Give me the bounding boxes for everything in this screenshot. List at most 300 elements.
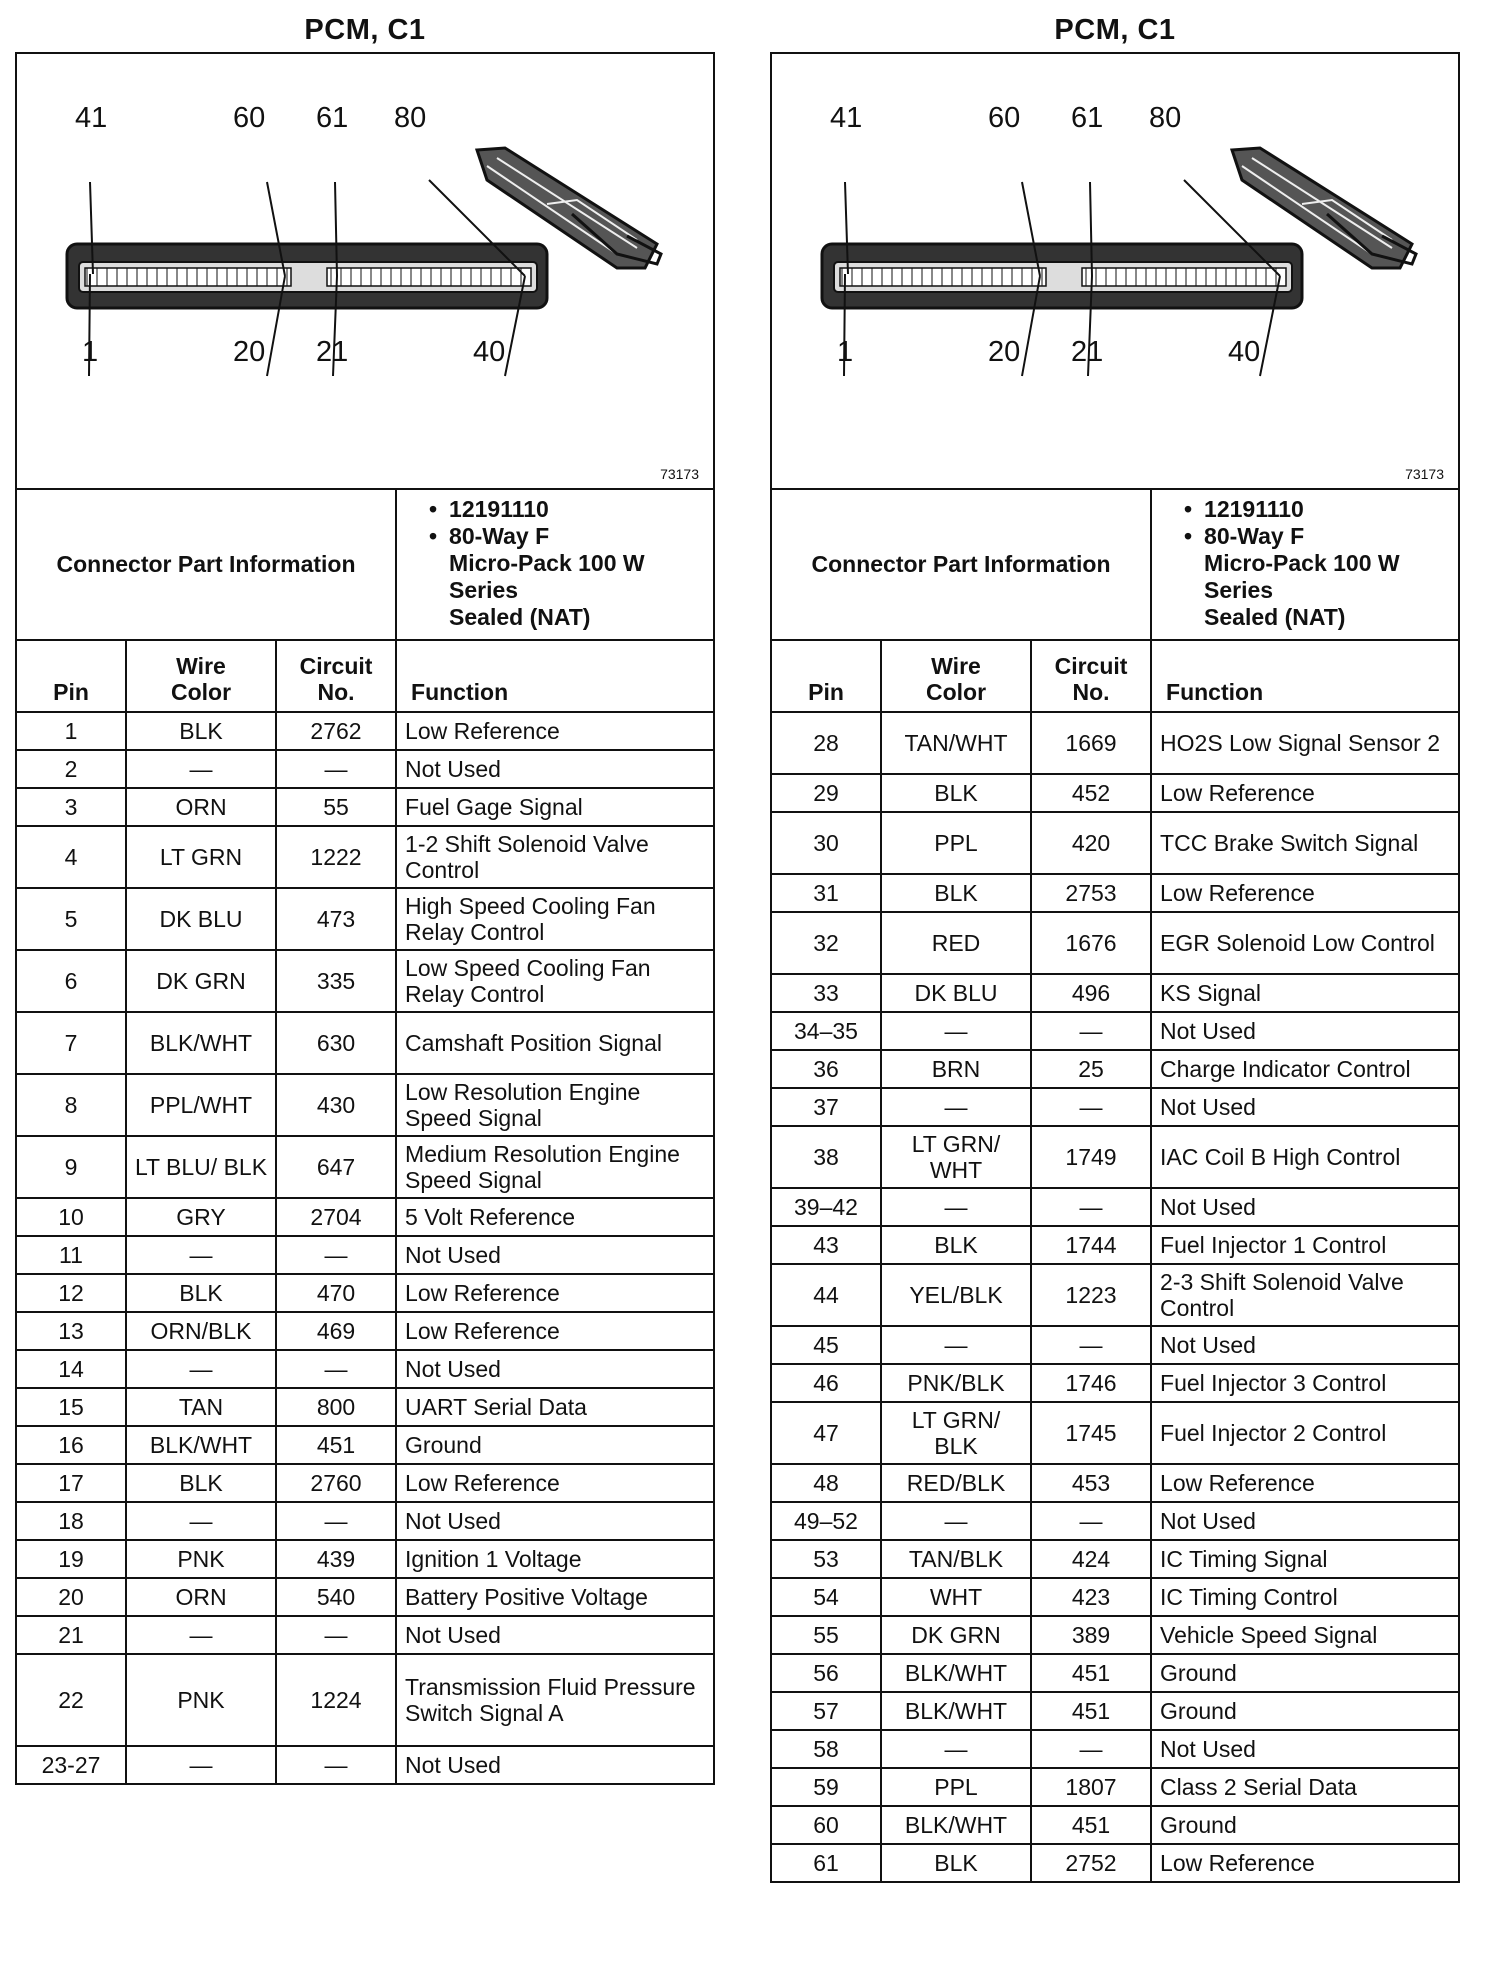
pin-cell: 18 xyxy=(16,1502,126,1540)
wire-color-cell: PPL xyxy=(881,1768,1031,1806)
circuit-cell: — xyxy=(1031,1188,1151,1226)
function-cell: TCC Brake Switch Signal xyxy=(1151,812,1459,874)
circuit-cell: 630 xyxy=(276,1012,396,1074)
header-circuit-no: Circuit No. xyxy=(276,640,396,712)
circuit-cell: 423 xyxy=(1031,1578,1151,1616)
circuit-cell: 470 xyxy=(276,1274,396,1312)
circuit-cell: 647 xyxy=(276,1136,396,1198)
function-cell: Low Speed Cooling Fan Relay Control xyxy=(396,950,714,1012)
circuit-cell: — xyxy=(276,750,396,788)
wire-color-cell: BLK/WHT xyxy=(881,1692,1031,1730)
pin-cell: 38 xyxy=(771,1126,881,1188)
pin-label-41: 41 xyxy=(75,102,108,134)
circuit-cell: 469 xyxy=(276,1312,396,1350)
pin-cell: 16 xyxy=(16,1426,126,1464)
pin-rows xyxy=(771,712,1459,1882)
pin-label-21: 21 xyxy=(1071,336,1104,368)
circuit-cell: 389 xyxy=(1031,1616,1151,1654)
table-row xyxy=(16,1540,714,1578)
table-row xyxy=(16,1654,714,1746)
part-desc-3: Series xyxy=(1204,577,1274,603)
function-cell: Not Used xyxy=(1151,1326,1459,1364)
wire-color-cell: — xyxy=(881,1012,1031,1050)
connector-part-info xyxy=(1151,489,1459,640)
header-function: Function xyxy=(396,640,714,712)
table-row xyxy=(771,712,1459,774)
function-cell: Low Reference xyxy=(396,712,714,750)
pin-cell: 46 xyxy=(771,1364,881,1402)
table-row xyxy=(771,1502,1459,1540)
wire-color-cell: — xyxy=(881,1502,1031,1540)
pin-label-40: 40 xyxy=(473,336,506,368)
function-cell: Not Used xyxy=(396,1746,714,1784)
function-cell: Not Used xyxy=(1151,1188,1459,1226)
circuit-cell: 451 xyxy=(276,1426,396,1464)
table-row xyxy=(16,1274,714,1312)
circuit-cell: 451 xyxy=(1031,1692,1151,1730)
wire-color-cell: LT GRN/ WHT xyxy=(881,1126,1031,1188)
circuit-cell: 800 xyxy=(276,1388,396,1426)
table-row xyxy=(16,1350,714,1388)
wire-color-cell: — xyxy=(126,1236,276,1274)
table-row xyxy=(771,1012,1459,1050)
connector-diagram xyxy=(770,52,1460,488)
wire-color-cell: RED xyxy=(881,912,1031,974)
connector-illustration xyxy=(772,54,1462,488)
pin-label-60: 60 xyxy=(233,102,266,134)
table-row xyxy=(771,1364,1459,1402)
header-pin: Pin xyxy=(16,640,126,712)
pin-cell: 58 xyxy=(771,1730,881,1768)
wire-color-cell: BLK xyxy=(126,1464,276,1502)
circuit-cell: 420 xyxy=(1031,812,1151,874)
function-cell: Low Reference xyxy=(396,1312,714,1350)
function-cell: Low Reference xyxy=(1151,774,1459,812)
wire-color-cell: BLK/WHT xyxy=(126,1426,276,1464)
table-row xyxy=(771,1050,1459,1088)
wire-color-cell: — xyxy=(881,1730,1031,1768)
part-desc-2: Micro-Pack 100 W xyxy=(449,550,645,576)
circuit-cell: — xyxy=(276,1350,396,1388)
circuit-cell: 451 xyxy=(1031,1806,1151,1844)
function-cell: KS Signal xyxy=(1151,974,1459,1012)
pin-cell: 57 xyxy=(771,1692,881,1730)
pin-label-61: 61 xyxy=(1071,102,1104,134)
connector-illustration xyxy=(17,54,717,488)
wire-color-cell: GRY xyxy=(126,1198,276,1236)
wire-color-cell: LT GRN/ BLK xyxy=(881,1402,1031,1464)
pin-label-1: 1 xyxy=(82,336,99,368)
pin-label-40: 40 xyxy=(1228,336,1261,368)
circuit-cell: 25 xyxy=(1031,1050,1151,1088)
function-cell: Fuel Injector 1 Control xyxy=(1151,1226,1459,1264)
pin-cell: 4 xyxy=(16,826,126,888)
pin-cell: 45 xyxy=(771,1326,881,1364)
function-cell: Medium Resolution Engine Speed Signal xyxy=(396,1136,714,1198)
wire-color-cell: DK BLU xyxy=(126,888,276,950)
circuit-cell: 1745 xyxy=(1031,1402,1151,1464)
diagram-reference-number: 73173 xyxy=(1405,466,1444,482)
function-cell: IC Timing Signal xyxy=(1151,1540,1459,1578)
table-row xyxy=(16,1464,714,1502)
wire-color-cell: DK GRN xyxy=(881,1616,1031,1654)
pin-cell: 61 xyxy=(771,1844,881,1882)
wire-color-cell: TAN/BLK xyxy=(881,1540,1031,1578)
circuit-cell: 1223 xyxy=(1031,1264,1151,1326)
function-cell: Not Used xyxy=(396,1616,714,1654)
wire-color-cell: — xyxy=(126,1502,276,1540)
header-wire-color: Wire Color xyxy=(126,640,276,712)
function-cell: Not Used xyxy=(1151,1088,1459,1126)
wire-color-cell: BLK/WHT xyxy=(881,1654,1031,1692)
table-row xyxy=(16,1746,714,1784)
wire-color-cell: RED/BLK xyxy=(881,1464,1031,1502)
header-wire-color: Wire Color xyxy=(881,640,1031,712)
table-row xyxy=(16,826,714,888)
pin-cell: 48 xyxy=(771,1464,881,1502)
circuit-cell: 1224 xyxy=(276,1654,396,1746)
circuit-cell: 473 xyxy=(276,888,396,950)
pin-cell: 31 xyxy=(771,874,881,912)
pin-cell: 2 xyxy=(16,750,126,788)
part-number: • 12191110 xyxy=(449,496,703,523)
function-cell: Vehicle Speed Signal xyxy=(1151,1616,1459,1654)
pin-label-80: 80 xyxy=(394,102,427,134)
table-row xyxy=(771,812,1459,874)
function-cell: UART Serial Data xyxy=(396,1388,714,1426)
wire-color-cell: BLK xyxy=(126,1274,276,1312)
circuit-cell: — xyxy=(276,1746,396,1784)
pin-cell: 9 xyxy=(16,1136,126,1198)
wire-color-cell: DK BLU xyxy=(881,974,1031,1012)
table-row xyxy=(771,1188,1459,1226)
wire-color-cell: PNK/BLK xyxy=(881,1364,1031,1402)
function-cell: Not Used xyxy=(1151,1730,1459,1768)
table-row xyxy=(771,1226,1459,1264)
table-row xyxy=(16,788,714,826)
pin-cell: 7 xyxy=(16,1012,126,1074)
pin-cell: 56 xyxy=(771,1654,881,1692)
wire-color-cell: — xyxy=(126,750,276,788)
pin-cell: 10 xyxy=(16,1198,126,1236)
wire-color-cell: ORN xyxy=(126,788,276,826)
circuit-cell: 2760 xyxy=(276,1464,396,1502)
circuit-cell: 1746 xyxy=(1031,1364,1151,1402)
wire-color-cell: PPL xyxy=(881,812,1031,874)
function-cell: Not Used xyxy=(1151,1012,1459,1050)
pin-cell: 33 xyxy=(771,974,881,1012)
circuit-cell: 430 xyxy=(276,1074,396,1136)
table-row xyxy=(771,874,1459,912)
pin-cell: 11 xyxy=(16,1236,126,1274)
table-row xyxy=(771,1692,1459,1730)
function-cell: 1-2 Shift Solenoid Valve Control xyxy=(396,826,714,888)
circuit-cell: 496 xyxy=(1031,974,1151,1012)
circuit-cell: 1669 xyxy=(1031,712,1151,774)
part-desc-4: Sealed (NAT) xyxy=(449,604,591,630)
function-cell: Not Used xyxy=(396,750,714,788)
wire-color-cell: — xyxy=(126,1616,276,1654)
wire-color-cell: BLK xyxy=(881,774,1031,812)
circuit-cell: 439 xyxy=(276,1540,396,1578)
table-row xyxy=(771,1578,1459,1616)
function-cell: Fuel Injector 2 Control xyxy=(1151,1402,1459,1464)
wire-color-cell: LT GRN xyxy=(126,826,276,888)
circuit-cell: — xyxy=(276,1502,396,1540)
table-row xyxy=(16,1012,714,1074)
wire-color-cell: TAN xyxy=(126,1388,276,1426)
table-row xyxy=(771,1616,1459,1654)
function-cell: Low Reference xyxy=(1151,1464,1459,1502)
part-desc-2: Micro-Pack 100 W xyxy=(1204,550,1400,576)
wire-color-cell: PNK xyxy=(126,1540,276,1578)
header-pin: Pin xyxy=(771,640,881,712)
left-panel xyxy=(15,0,715,1785)
connector-diagram xyxy=(15,52,715,488)
panel-title: PCM, C1 xyxy=(304,14,426,46)
wire-color-cell: ORN xyxy=(126,1578,276,1616)
pin-label-80: 80 xyxy=(1149,102,1182,134)
function-cell: Ground xyxy=(1151,1654,1459,1692)
part-number: • 12191110 xyxy=(1204,496,1448,523)
circuit-cell: 2752 xyxy=(1031,1844,1151,1882)
part-desc-1: • 80-Way F xyxy=(449,523,703,550)
circuit-cell: — xyxy=(1031,1088,1151,1126)
function-cell: Not Used xyxy=(1151,1502,1459,1540)
table-row xyxy=(16,950,714,1012)
table-row xyxy=(16,1616,714,1654)
pin-cell: 29 xyxy=(771,774,881,812)
function-cell: 5 Volt Reference xyxy=(396,1198,714,1236)
pin-cell: 8 xyxy=(16,1074,126,1136)
table-row xyxy=(16,1236,714,1274)
pin-cell: 13 xyxy=(16,1312,126,1350)
circuit-cell: 2753 xyxy=(1031,874,1151,912)
pin-label-1: 1 xyxy=(837,336,854,368)
table-row xyxy=(16,888,714,950)
circuit-cell: — xyxy=(276,1616,396,1654)
function-cell: Class 2 Serial Data xyxy=(1151,1768,1459,1806)
function-cell: Not Used xyxy=(396,1350,714,1388)
table-row xyxy=(771,1264,1459,1326)
table-row xyxy=(771,1806,1459,1844)
function-cell: Ground xyxy=(1151,1692,1459,1730)
table-row xyxy=(16,1074,714,1136)
circuit-cell: 335 xyxy=(276,950,396,1012)
part-desc-3: Series xyxy=(449,577,519,603)
pin-cell: 32 xyxy=(771,912,881,974)
table-row xyxy=(16,712,714,750)
pin-cell: 21 xyxy=(16,1616,126,1654)
pin-cell: 20 xyxy=(16,1578,126,1616)
wire-color-cell: BLK xyxy=(881,874,1031,912)
pin-cell: 59 xyxy=(771,1768,881,1806)
circuit-cell: 1222 xyxy=(276,826,396,888)
pin-label-41: 41 xyxy=(830,102,863,134)
wire-color-cell: LT BLU/ BLK xyxy=(126,1136,276,1198)
wire-color-cell: — xyxy=(126,1350,276,1388)
pin-cell: 55 xyxy=(771,1616,881,1654)
connector-part-label: Connector Part Information xyxy=(771,489,1151,640)
pin-cell: 47 xyxy=(771,1402,881,1464)
wire-color-cell: BLK xyxy=(126,712,276,750)
circuit-cell: 2762 xyxy=(276,712,396,750)
pin-cell: 22 xyxy=(16,1654,126,1746)
table-row xyxy=(16,1578,714,1616)
panel-title: PCM, C1 xyxy=(1054,14,1176,46)
wire-color-cell: PPL/WHT xyxy=(126,1074,276,1136)
pin-cell: 44 xyxy=(771,1264,881,1326)
pin-cell: 15 xyxy=(16,1388,126,1426)
function-cell: Battery Positive Voltage xyxy=(396,1578,714,1616)
table-row xyxy=(771,974,1459,1012)
pin-cell: 37 xyxy=(771,1088,881,1126)
wire-color-cell: ORN/BLK xyxy=(126,1312,276,1350)
table-row xyxy=(771,1088,1459,1126)
circuit-cell: 1807 xyxy=(1031,1768,1151,1806)
table-row xyxy=(16,1312,714,1350)
circuit-cell: — xyxy=(1031,1502,1151,1540)
pin-cell: 3 xyxy=(16,788,126,826)
circuit-cell: 1676 xyxy=(1031,912,1151,974)
pin-label-20: 20 xyxy=(233,336,266,368)
function-cell: Not Used xyxy=(396,1236,714,1274)
function-cell: Transmission Fluid Pressure Switch Signal A xyxy=(396,1654,714,1746)
pin-cell: 12 xyxy=(16,1274,126,1312)
pin-label-20: 20 xyxy=(988,336,1021,368)
table-row xyxy=(771,1730,1459,1768)
wire-color-cell: — xyxy=(126,1746,276,1784)
function-cell: Low Reference xyxy=(1151,1844,1459,1882)
pin-label-60: 60 xyxy=(988,102,1021,134)
table-row xyxy=(16,750,714,788)
pin-cell: 39–42 xyxy=(771,1188,881,1226)
pin-cell: 43 xyxy=(771,1226,881,1264)
table-row xyxy=(16,1388,714,1426)
wire-color-cell: — xyxy=(881,1326,1031,1364)
wire-color-cell: BLK/WHT xyxy=(881,1806,1031,1844)
table-row xyxy=(771,1654,1459,1692)
pin-cell: 5 xyxy=(16,888,126,950)
function-cell: High Speed Cooling Fan Relay Control xyxy=(396,888,714,950)
table-row xyxy=(771,1326,1459,1364)
part-desc-1: • 80-Way F xyxy=(1204,523,1448,550)
connector-part-label: Connector Part Information xyxy=(16,489,396,640)
function-cell: 2-3 Shift Solenoid Valve Control xyxy=(1151,1264,1459,1326)
circuit-cell: 1744 xyxy=(1031,1226,1151,1264)
pin-cell: 17 xyxy=(16,1464,126,1502)
header-circuit-no: Circuit No. xyxy=(1031,640,1151,712)
function-cell: EGR Solenoid Low Control xyxy=(1151,912,1459,974)
table-row xyxy=(771,1464,1459,1502)
pin-cell: 30 xyxy=(771,812,881,874)
pin-cell: 54 xyxy=(771,1578,881,1616)
function-cell: Camshaft Position Signal xyxy=(396,1012,714,1074)
function-cell: Low Resolution Engine Speed Signal xyxy=(396,1074,714,1136)
circuit-cell: 452 xyxy=(1031,774,1151,812)
circuit-cell: 55 xyxy=(276,788,396,826)
wire-color-cell: — xyxy=(881,1188,1031,1226)
table-row xyxy=(16,1136,714,1198)
pin-cell: 28 xyxy=(771,712,881,774)
function-cell: Not Used xyxy=(396,1502,714,1540)
table-row xyxy=(771,1768,1459,1806)
table-row xyxy=(771,912,1459,974)
table-row xyxy=(771,1844,1459,1882)
diagram-reference-number: 73173 xyxy=(660,466,699,482)
wire-color-cell: YEL/BLK xyxy=(881,1264,1031,1326)
function-cell: IAC Coil B High Control xyxy=(1151,1126,1459,1188)
function-cell: Ground xyxy=(396,1426,714,1464)
circuit-cell: — xyxy=(1031,1730,1151,1768)
pin-cell: 1 xyxy=(16,712,126,750)
part-desc-4: Sealed (NAT) xyxy=(1204,604,1346,630)
pin-cell: 53 xyxy=(771,1540,881,1578)
header-function: Function xyxy=(1151,640,1459,712)
connector-part-info xyxy=(396,489,714,640)
circuit-cell: 424 xyxy=(1031,1540,1151,1578)
circuit-cell: 2704 xyxy=(276,1198,396,1236)
pin-label-61: 61 xyxy=(316,102,349,134)
function-cell: Fuel Gage Signal xyxy=(396,788,714,826)
table-row xyxy=(771,774,1459,812)
right-panel xyxy=(770,0,1460,1883)
wire-color-cell: PNK xyxy=(126,1654,276,1746)
circuit-cell: — xyxy=(276,1236,396,1274)
circuit-cell: — xyxy=(1031,1326,1151,1364)
wire-color-cell: TAN/WHT xyxy=(881,712,1031,774)
function-cell: IC Timing Control xyxy=(1151,1578,1459,1616)
table-row xyxy=(16,1426,714,1464)
table-row xyxy=(771,1126,1459,1188)
function-cell: Low Reference xyxy=(1151,874,1459,912)
circuit-cell: 451 xyxy=(1031,1654,1151,1692)
function-cell: Low Reference xyxy=(396,1274,714,1312)
pin-cell: 23-27 xyxy=(16,1746,126,1784)
wire-color-cell: BRN xyxy=(881,1050,1031,1088)
wire-color-cell: DK GRN xyxy=(126,950,276,1012)
function-cell: HO2S Low Signal Sensor 2 xyxy=(1151,712,1459,774)
wire-color-cell: — xyxy=(881,1088,1031,1126)
table-row xyxy=(16,1198,714,1236)
table-row xyxy=(771,1540,1459,1578)
pin-cell: 60 xyxy=(771,1806,881,1844)
pin-cell: 6 xyxy=(16,950,126,1012)
function-cell: Charge Indicator Control xyxy=(1151,1050,1459,1088)
pin-cell: 14 xyxy=(16,1350,126,1388)
function-cell: Ignition 1 Voltage xyxy=(396,1540,714,1578)
function-cell: Ground xyxy=(1151,1806,1459,1844)
pin-cell: 49–52 xyxy=(771,1502,881,1540)
pin-cell: 36 xyxy=(771,1050,881,1088)
function-cell: Fuel Injector 3 Control xyxy=(1151,1364,1459,1402)
table-row xyxy=(771,1402,1459,1464)
circuit-cell: 1749 xyxy=(1031,1126,1151,1188)
wire-color-cell: BLK xyxy=(881,1844,1031,1882)
pin-cell: 19 xyxy=(16,1540,126,1578)
wire-color-cell: BLK/WHT xyxy=(126,1012,276,1074)
connector-table xyxy=(770,488,1460,1883)
pin-label-21: 21 xyxy=(316,336,349,368)
circuit-cell: — xyxy=(1031,1012,1151,1050)
pin-rows xyxy=(16,712,714,1784)
function-cell: Low Reference xyxy=(396,1464,714,1502)
wire-color-cell: BLK xyxy=(881,1226,1031,1264)
circuit-cell: 540 xyxy=(276,1578,396,1616)
connector-table xyxy=(15,488,715,1785)
wire-color-cell: WHT xyxy=(881,1578,1031,1616)
pin-cell: 34–35 xyxy=(771,1012,881,1050)
